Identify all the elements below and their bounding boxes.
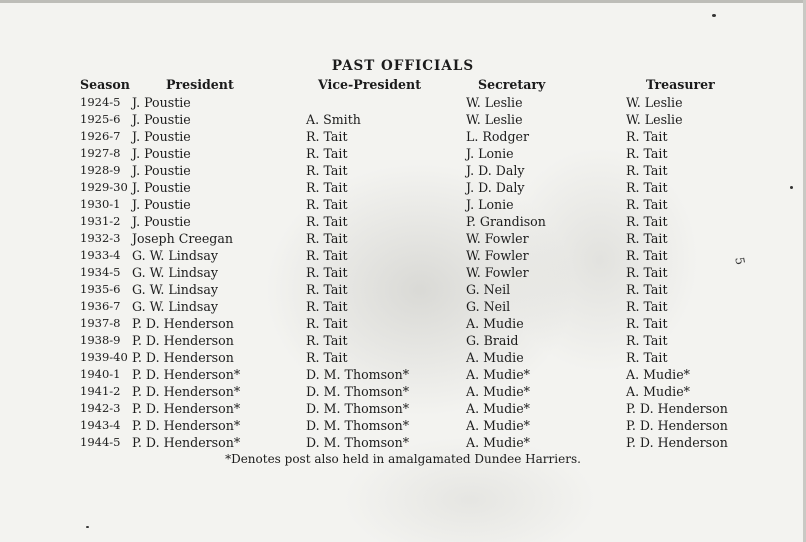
cell-treasurer: A. Mudie* (626, 384, 690, 399)
cell-president: J. Poustie (132, 197, 191, 212)
cell-treasurer: R. Tait (626, 180, 668, 195)
cell-season: 1924-5 (80, 95, 121, 109)
cell-secretary: J. Lonie (466, 146, 514, 161)
cell-treasurer: P. D. Henderson (626, 435, 728, 450)
cell-season: 1937-8 (80, 316, 121, 330)
table-row (80, 281, 796, 298)
cell-season: 1925-6 (80, 112, 121, 126)
cell-treasurer: R. Tait (626, 299, 668, 314)
cell-season: 1930-1 (80, 197, 121, 211)
table-row (80, 434, 796, 451)
speck (712, 14, 716, 17)
cell-president: P. D. Henderson* (132, 418, 241, 433)
cell-treasurer: R. Tait (626, 214, 668, 229)
cell-president: J. Poustie (132, 129, 191, 144)
cell-vice-president: D. M. Thomson* (306, 384, 410, 399)
cell-vice-president: R. Tait (306, 316, 348, 331)
cell-secretary: W. Fowler (466, 265, 529, 280)
table-row (80, 247, 796, 264)
cell-president: J. Poustie (132, 95, 191, 110)
speck (86, 526, 89, 528)
cell-season: 1931-2 (80, 214, 121, 228)
cell-secretary: A. Mudie* (466, 401, 530, 416)
cell-vice-president: R. Tait (306, 248, 348, 263)
cell-vice-president: R. Tait (306, 214, 348, 229)
cell-vice-president: A. Smith (306, 112, 361, 127)
table-row (80, 264, 796, 281)
cell-president: G. W. Lindsay (132, 265, 219, 280)
cell-secretary: W. Fowler (466, 231, 529, 246)
cell-vice-president: R. Tait (306, 129, 348, 144)
cell-secretary: A. Mudie* (466, 418, 530, 433)
cell-treasurer: R. Tait (626, 231, 668, 246)
table-row (80, 400, 796, 417)
table-row (80, 94, 796, 111)
cell-president: G. W. Lindsay (132, 299, 219, 314)
cell-president: Joseph Creegan (132, 231, 233, 246)
cell-president: J. Poustie (132, 112, 191, 127)
cell-treasurer: W. Leslie (626, 95, 683, 110)
table-row (80, 366, 796, 383)
cell-vice-president: R. Tait (306, 231, 348, 246)
cell-season: 1941-2 (80, 384, 121, 398)
cell-president: G. W. Lindsay (132, 282, 219, 297)
cell-treasurer: R. Tait (626, 146, 668, 161)
table-row (80, 383, 796, 400)
table-row (80, 111, 796, 128)
cell-season: 1928-9 (80, 163, 121, 177)
officials-table-body (80, 94, 796, 451)
cell-secretary: G. Braid (466, 333, 519, 348)
cell-vice-president: R. Tait (306, 180, 348, 195)
cell-president: J. Poustie (132, 214, 191, 229)
cell-secretary: P. Grandison (466, 214, 546, 229)
cell-secretary: W. Leslie (466, 95, 523, 110)
cell-treasurer: R. Tait (626, 282, 668, 297)
table-row (80, 417, 796, 434)
page-edge-top (0, 0, 806, 3)
cell-vice-president: R. Tait (306, 146, 348, 161)
cell-season: 1926-7 (80, 129, 121, 143)
page-title: PAST OFFICIALS (331, 58, 475, 74)
footnote: *Denotes post also held in amalgamated Dundee Harriers. (225, 452, 581, 466)
cell-treasurer: W. Leslie (626, 112, 683, 127)
table-header-row (80, 76, 796, 94)
table-row (80, 298, 796, 315)
cell-treasurer: R. Tait (626, 265, 668, 280)
cell-secretary: J. Lonie (466, 197, 514, 212)
cell-season: 1936-7 (80, 299, 121, 313)
table-row (80, 162, 796, 179)
cell-vice-president: R. Tait (306, 333, 348, 348)
cell-treasurer: R. Tait (626, 350, 668, 365)
cell-vice-president: R. Tait (306, 350, 348, 365)
cell-secretary: J. D. Daly (466, 163, 525, 178)
cell-president: J. Poustie (132, 180, 191, 195)
cell-vice-president: D. M. Thomson* (306, 418, 410, 433)
table-row (80, 315, 796, 332)
cell-treasurer: R. Tait (626, 129, 668, 144)
cell-season: 1933-4 (80, 248, 121, 262)
cell-vice-president: D. M. Thomson* (306, 367, 410, 382)
table-row (80, 196, 796, 213)
cell-president: P. D. Henderson* (132, 384, 241, 399)
cell-president: J. Poustie (132, 146, 191, 161)
cell-president: G. W. Lindsay (132, 248, 219, 263)
cell-season: 1940-1 (80, 367, 121, 381)
cell-season: 1932-3 (80, 231, 121, 245)
cell-season: 1938-9 (80, 333, 121, 347)
cell-vice-president: R. Tait (306, 265, 348, 280)
cell-secretary: J. D. Daly (466, 180, 525, 195)
table-row (80, 349, 796, 366)
cell-season: 1934-5 (80, 265, 121, 279)
header-vice-president: Vice-President (318, 77, 422, 92)
cell-vice-president (306, 94, 466, 111)
cell-season: 1943-4 (80, 418, 121, 432)
cell-secretary: G. Neil (466, 282, 511, 297)
cell-season: 1929-30 (80, 180, 128, 194)
cell-treasurer: R. Tait (626, 163, 668, 178)
cell-secretary: W. Leslie (466, 112, 523, 127)
cell-president: P. D. Henderson (132, 316, 234, 331)
officials-table (80, 76, 796, 451)
header-secretary: Secretary (478, 77, 546, 92)
header-president: President (166, 77, 234, 92)
header-season: Season (80, 77, 130, 92)
cell-secretary: G. Neil (466, 299, 511, 314)
cell-president: P. D. Henderson (132, 350, 234, 365)
cell-vice-president: D. M. Thomson* (306, 435, 410, 450)
cell-vice-president: R. Tait (306, 197, 348, 212)
cell-treasurer: R. Tait (626, 197, 668, 212)
cell-secretary: A. Mudie* (466, 367, 530, 382)
cell-treasurer: R. Tait (626, 248, 668, 263)
cell-secretary: W. Fowler (466, 248, 529, 263)
cell-treasurer: P. D. Henderson (626, 418, 728, 433)
cell-secretary: A. Mudie (466, 316, 524, 331)
cell-secretary: A. Mudie* (466, 435, 530, 450)
speck (790, 186, 793, 189)
cell-secretary: A. Mudie* (466, 384, 530, 399)
cell-vice-president: R. Tait (306, 282, 348, 297)
cell-treasurer: R. Tait (626, 333, 668, 348)
cell-treasurer: A. Mudie* (626, 367, 690, 382)
table-row (80, 230, 796, 247)
cell-vice-president: D. M. Thomson* (306, 401, 410, 416)
table-row (80, 179, 796, 196)
page-number: 5 (732, 256, 748, 266)
cell-president: P. D. Henderson* (132, 401, 241, 416)
cell-season: 1935-6 (80, 282, 121, 296)
table-row (80, 332, 796, 349)
cell-president: J. Poustie (132, 163, 191, 178)
cell-season: 1944-5 (80, 435, 121, 449)
cell-season: 1939-40 (80, 350, 128, 364)
cell-treasurer: R. Tait (626, 316, 668, 331)
cell-vice-president: R. Tait (306, 163, 348, 178)
table-row (80, 128, 796, 145)
cell-president: P. D. Henderson* (132, 435, 241, 450)
cell-season: 1927-8 (80, 146, 121, 160)
cell-secretary: A. Mudie (466, 350, 524, 365)
header-treasurer: Treasurer (646, 77, 715, 92)
cell-president: P. D. Henderson (132, 333, 234, 348)
cell-treasurer: P. D. Henderson (626, 401, 728, 416)
table-row (80, 213, 796, 230)
cell-president: P. D. Henderson* (132, 367, 241, 382)
cell-season: 1942-3 (80, 401, 121, 415)
cell-secretary: L. Rodger (466, 129, 530, 144)
table-row (80, 145, 796, 162)
cell-vice-president: R. Tait (306, 299, 348, 314)
